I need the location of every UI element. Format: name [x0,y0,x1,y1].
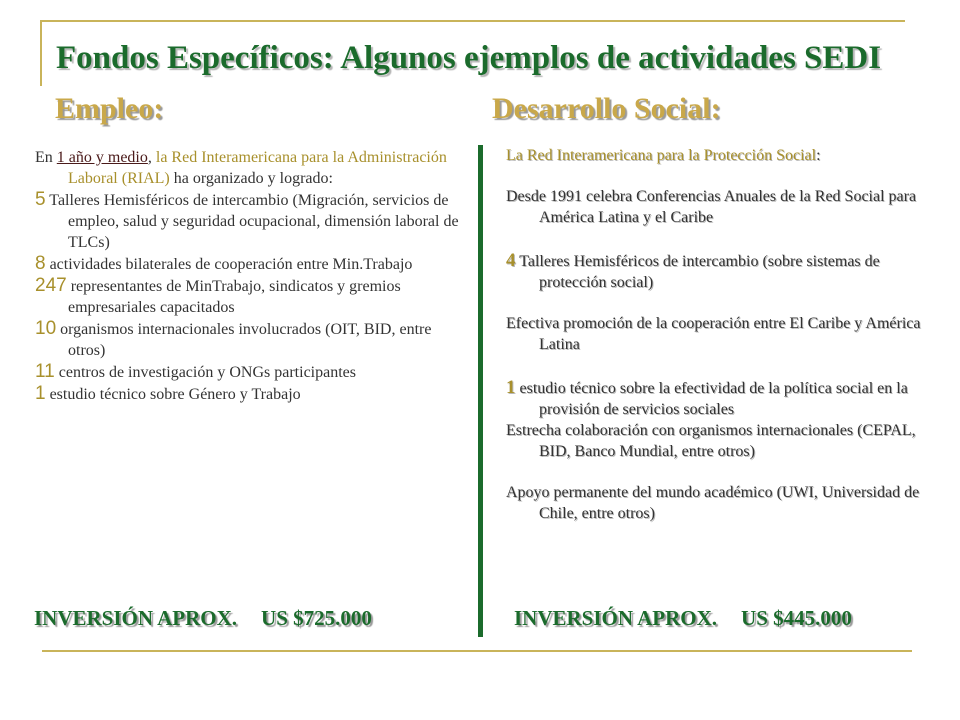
list-item: Estrecha colaboración con organismos internacionales (CEPAL, BID, Banco Mundial, entre otros) [506,422,916,460]
list-item: 8 actividades bilaterales de cooperación entre Min.Trabajo [35,253,413,274]
employment-intro: En 1 año y medio, la Red Interamericana para la Administración Laboral (RIAL) ha organizado y logrado: [35,149,447,187]
bottom-rule [42,650,912,652]
slide-title: Fondos Específicos: Algunos ejemplos de actividades SEDI [56,40,882,76]
employment-investment: INVERSIÓN APROX. US $725.000 [34,606,372,630]
social-investment: INVERSIÓN APROX. US $445.000 [514,606,852,630]
list-item: Desde 1991 celebra Conferencias Anuales de la Red Social para América Latina y el Caribe [506,188,917,226]
list-item: 4 Talleres Hemisféricos de intercambio (sobre sistemas de protección social) [506,250,880,291]
list-item: Apoyo permanente del mundo académico (UWI, Universidad de Chile, entre otros) [506,484,920,522]
list-item: 1 estudio técnico sobre Género y Trabajo [35,383,301,404]
list-item: 5 Talleres Hemisféricos de intercambio (Migración, servicios de empleo, salud y seguridad ocupacional, dimensión laboral de TLCs) [35,189,459,251]
list-item: 10 organismos internacionales involucrados (OIT, BID, entre otros) [35,318,432,359]
period-highlight: 1 año y medio [56,149,148,166]
network-title: La Red Interamericana para la Protección Social: [506,147,821,164]
top-rule [40,20,905,22]
left-rule [40,20,42,86]
list-item: 1 estudio técnico sobre la efectividad de la política social en la provisión de servicios sociales [506,377,908,418]
list-item: 11 centros de investigación y ONGs participantes [35,361,356,382]
social-development-column [506,145,951,524]
rial-name: la Red Interamericana para la Administración Laboral (RIAL) [68,149,447,187]
list-item: 247 representantes de MinTrabajo, sindicatos y gremios empresariales capacitados [35,275,401,316]
list-item: Efectiva promoción de la cooperación entre El Caribe y América Latina [506,315,921,353]
column-divider [478,145,483,637]
employment-heading: Empleo: [55,92,164,125]
employment-column [35,147,465,405]
social-development-heading: Desarrollo Social: [492,92,721,125]
